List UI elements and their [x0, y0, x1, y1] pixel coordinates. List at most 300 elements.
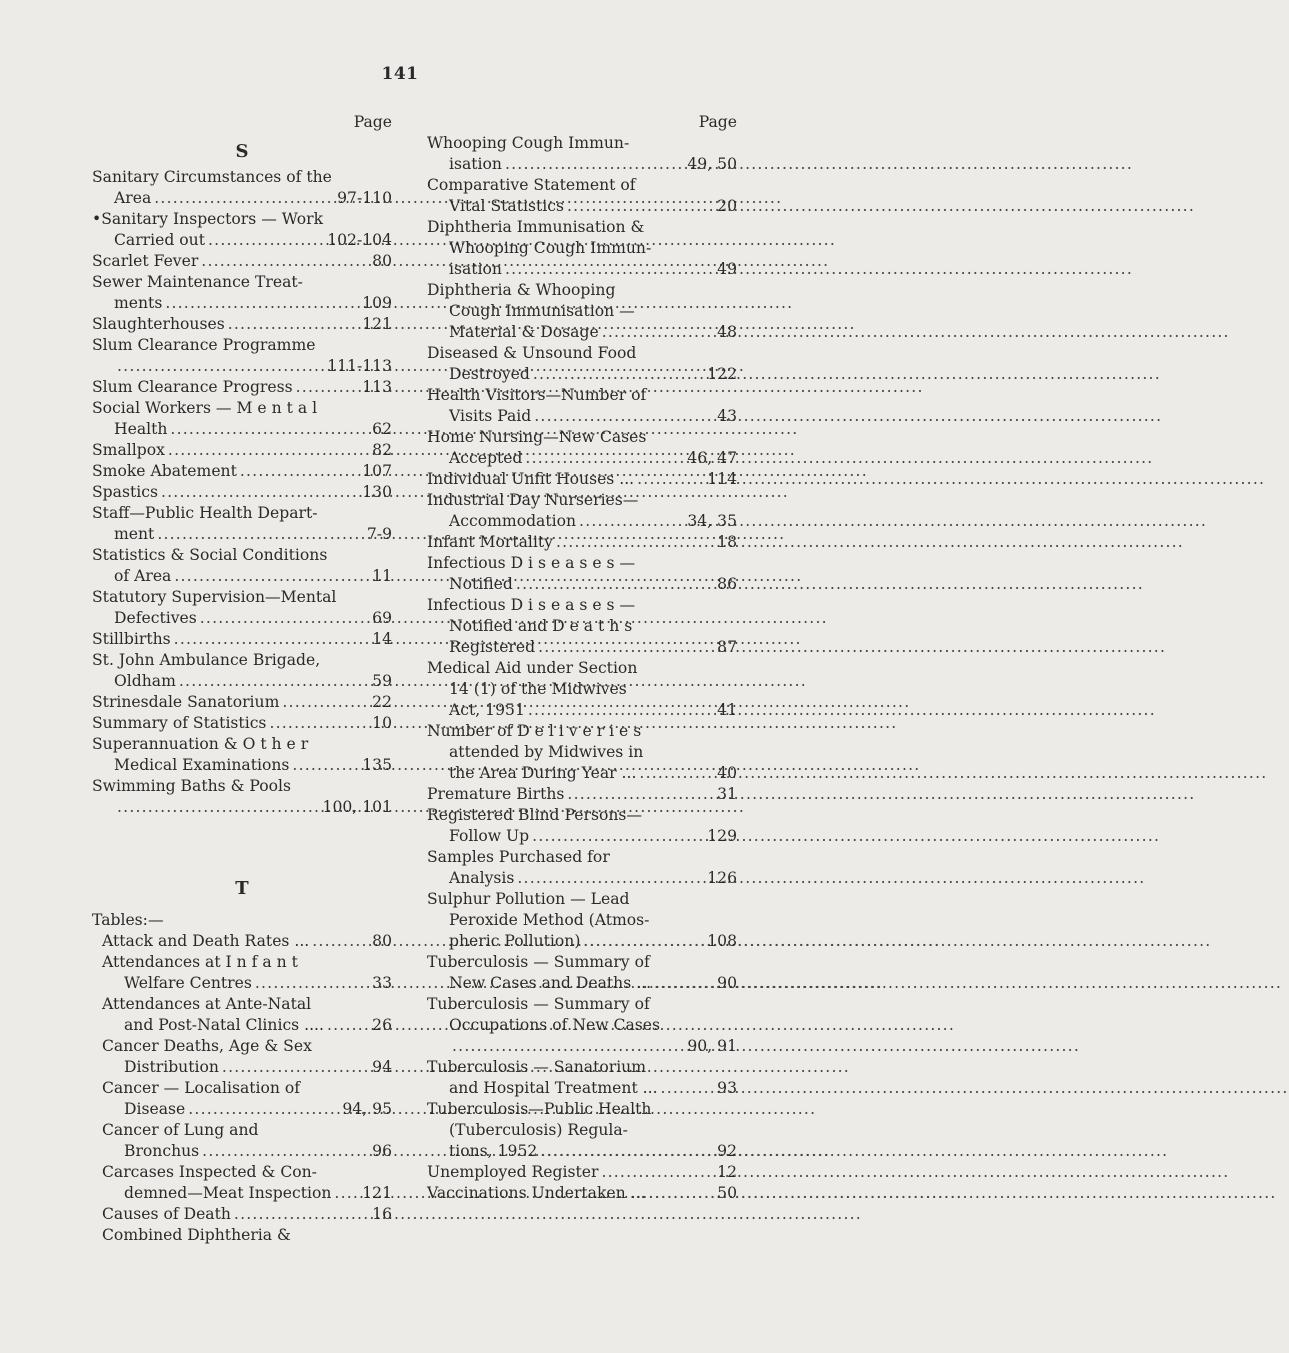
- entry-text: Carried out: [114, 231, 205, 249]
- entry-text: Slum Clearance Programme: [92, 336, 316, 354]
- entry-text: Smallpox: [92, 441, 165, 459]
- index-entry-line: [92, 797, 392, 818]
- index-entry: [427, 595, 737, 658]
- dot-leader: [639, 763, 714, 784]
- entry-text: Infectious D i s e a s e s —: [427, 596, 636, 614]
- entry-text: Health Visitors—Number of: [427, 386, 647, 404]
- dot-leader: [525, 448, 684, 469]
- index-entry-line: [427, 721, 737, 742]
- index-entry-line: [102, 1204, 392, 1225]
- index-entry-line: [427, 805, 737, 826]
- index-entry: [92, 272, 392, 314]
- entry-text: Attendances at I n f a n t: [102, 953, 298, 971]
- index-entry-line: [102, 952, 392, 973]
- dot-leader: [505, 259, 714, 280]
- index-entry-line: [427, 511, 737, 532]
- index-entry: [102, 952, 392, 994]
- entry-text: Home Nursing—New Cases: [427, 428, 647, 446]
- entry-page-ref: 43: [717, 407, 737, 425]
- index-entry-line: [92, 545, 392, 566]
- index-entry-line: [92, 293, 392, 314]
- entry-page-ref: 49: [717, 260, 737, 278]
- index-entry-line: [92, 356, 392, 377]
- entry-text: Infant Mortality: [427, 533, 553, 551]
- entry-text: Material & Dosage: [449, 323, 599, 341]
- entry-text: attended by Midwives in: [449, 743, 644, 761]
- entry-text: New Cases and Deaths ...: [449, 974, 652, 992]
- index-entry-line: [427, 1162, 737, 1183]
- entry-text: Cancer Deaths, Age & Sex: [102, 1037, 312, 1055]
- entry-text: Statutory Supervision—Mental: [92, 588, 337, 606]
- index-left-column: [92, 112, 392, 1246]
- entry-text: 14 (1) of the Midwives: [449, 680, 627, 698]
- dot-leader: [567, 196, 714, 217]
- index-entry-line: [92, 755, 392, 776]
- index-entry-line: [92, 377, 392, 398]
- dot-leader: [228, 314, 360, 335]
- index-entry-line: [92, 482, 392, 503]
- index-entry-line: [102, 1162, 392, 1183]
- entry-text: Registered Blind Persons—: [427, 806, 642, 824]
- index-entry-line: [92, 272, 392, 293]
- entry-text: Defectives: [114, 609, 197, 627]
- entry-text: ments: [114, 294, 163, 312]
- index-entry-line: [427, 952, 737, 973]
- entry-page-ref: 114: [707, 470, 737, 488]
- entry-text: pheric Pollution): [449, 932, 581, 950]
- index-entry-line: [102, 1057, 392, 1078]
- dot-leader: [567, 784, 714, 805]
- index-entry-line: [427, 427, 737, 448]
- entry-text: of Area: [114, 567, 172, 585]
- entry-text: Follow Up: [449, 827, 530, 845]
- index-entry-line: [427, 553, 737, 574]
- entry-text: Scarlet Fever: [92, 252, 199, 270]
- dot-leader: [649, 1183, 715, 1204]
- index-entry-line: [92, 713, 392, 734]
- page-column-header: Page: [353, 113, 392, 131]
- page-number: 141: [381, 64, 419, 84]
- entry-page-ref: 12: [717, 1163, 737, 1181]
- index-entry: [427, 343, 737, 385]
- index-entry: [427, 994, 737, 1057]
- dot-leader: [534, 406, 714, 427]
- entry-page-ref: 22: [372, 693, 392, 711]
- entry-text: Cancer of Lung and: [102, 1121, 259, 1139]
- entry-text: Premature Births: [427, 785, 565, 803]
- index-entry-line: [102, 1183, 392, 1204]
- index-entry-line: [427, 1141, 737, 1162]
- index-entry-line: [102, 1225, 392, 1246]
- dot-leader: [517, 868, 704, 889]
- entry-text: Combined Diphtheria &: [102, 1226, 291, 1244]
- entry-text: Smoke Abatement: [92, 462, 237, 480]
- index-entry-line: [427, 1120, 737, 1141]
- section-subheading: Tables:—: [92, 911, 164, 929]
- dot-leader: [165, 293, 359, 314]
- index-entry-line: [427, 679, 737, 700]
- index-entry-line: [102, 1015, 392, 1036]
- entry-text: Infectious D i s e a s e s —: [427, 554, 636, 572]
- entry-page-ref: 100, 101: [322, 798, 392, 816]
- index-entry-line: [427, 385, 737, 406]
- entry-text: Distribution: [124, 1058, 219, 1076]
- entry-text: Vital Statistics: [449, 197, 564, 215]
- index-entry: [427, 952, 737, 994]
- dot-leader: [532, 826, 704, 847]
- entry-text: isation: [449, 155, 502, 173]
- entry-text: Industrial Day Nurseries—: [427, 491, 639, 509]
- dot-leader: [200, 608, 369, 629]
- entry-page-ref: 69: [372, 609, 392, 627]
- entry-text: Sewer Maintenance Treat-: [92, 273, 303, 291]
- index-entry-line: [427, 595, 737, 616]
- index-entry: [102, 1204, 392, 1225]
- dot-leader: [157, 524, 364, 545]
- index-entry-line: [427, 616, 737, 637]
- dot-leader: [296, 377, 360, 398]
- entry-page-ref: 80: [372, 932, 392, 950]
- entry-page-ref: 10: [372, 714, 392, 732]
- entry-page-ref: 40: [717, 764, 737, 782]
- index-entry-line: [92, 230, 392, 251]
- index-entry: [92, 503, 392, 545]
- index-entry: [427, 490, 737, 532]
- dot-leader: [452, 1036, 684, 1057]
- index-entry-line: [92, 629, 392, 650]
- index-entry-line: [102, 931, 392, 952]
- index-entry-line: [427, 259, 737, 280]
- index-entry: [102, 1120, 392, 1162]
- entry-page-ref: 14: [372, 630, 392, 648]
- index-entry: [102, 1078, 392, 1120]
- section-letter: S: [235, 141, 249, 162]
- entry-page-ref: 93: [717, 1079, 737, 1097]
- entry-text: demned—Meat Inspection: [124, 1184, 332, 1202]
- entry-page-ref: 90, 91: [687, 1037, 737, 1055]
- entry-text: Occupations of New Cases: [449, 1016, 660, 1034]
- index-entry-line: [427, 469, 737, 490]
- entry-text: Whooping Cough Immun-: [449, 239, 652, 257]
- entry-text: Spastics: [92, 483, 158, 501]
- entry-page-ref: 18: [717, 533, 737, 551]
- index-entry-line: [102, 1141, 392, 1162]
- dot-leader: [654, 973, 714, 994]
- entry-page-ref: 16: [372, 1205, 392, 1223]
- index-entry: [102, 1162, 392, 1204]
- index-entry-line: [92, 776, 392, 797]
- index-entry-line: [92, 692, 392, 713]
- dot-leader: [202, 1141, 369, 1162]
- entry-text: the Area During Year ...: [449, 764, 637, 782]
- index-entry: [427, 133, 737, 175]
- entry-text: Individual Unfit Houses ...: [427, 470, 635, 488]
- index-entry: [92, 209, 392, 251]
- entry-text: Accommodation: [449, 512, 577, 530]
- entry-text: tions, 1952: [449, 1142, 538, 1160]
- entry-text: Tuberculosis — Summary of: [427, 953, 650, 971]
- dot-leader: [269, 713, 369, 734]
- entry-text: Bronchus: [124, 1142, 200, 1160]
- entry-text: Tuberculosis — Sanatorium: [427, 1058, 647, 1076]
- dot-leader: [579, 511, 684, 532]
- entry-text: Sulphur Pollution — Lead: [427, 890, 630, 908]
- entry-page-ref: 109: [362, 294, 392, 312]
- dot-leader: [240, 461, 359, 482]
- entry-page-ref: 49, 50: [687, 155, 737, 173]
- dot-leader: [312, 931, 369, 952]
- index-entry: [92, 440, 392, 461]
- entry-text: Cough Immunisation —: [449, 302, 635, 320]
- entry-page-ref: 130: [362, 483, 392, 501]
- index-entry: [427, 805, 737, 847]
- index-entry-line: [427, 1015, 737, 1036]
- index-entry: [427, 1099, 737, 1162]
- entry-text: •Sanitary Inspectors — Work: [92, 210, 324, 228]
- index-entry: [427, 1162, 737, 1183]
- index-entry-line: [427, 343, 737, 364]
- index-entry-line: [427, 1078, 737, 1099]
- entry-page-ref: 62: [372, 420, 392, 438]
- entry-text: Superannuation & O t h e r: [92, 735, 309, 753]
- index-entry-line: [102, 1078, 392, 1099]
- index-entry-line: [427, 322, 737, 343]
- index-entry: [427, 1183, 737, 1204]
- index-entry: [427, 532, 737, 553]
- entry-text: Accepted: [449, 449, 523, 467]
- index-entry: [427, 847, 737, 889]
- entry-text: Social Workers — M e n t a l: [92, 399, 318, 417]
- entry-page-ref: 41: [717, 701, 737, 719]
- entry-text: Attack and Death Rates ...: [102, 932, 310, 950]
- index-entry-line: [92, 650, 392, 671]
- entry-page-ref: 34, 35: [687, 512, 737, 530]
- entry-page-ref: 96: [372, 1142, 392, 1160]
- entry-text: Samples Purchased for: [427, 848, 610, 866]
- dot-leader: [234, 1204, 369, 1225]
- index-entry-line: [92, 398, 392, 419]
- index-entry-line: [92, 188, 392, 209]
- dot-leader: [174, 566, 369, 587]
- index-entry: [427, 889, 737, 952]
- index-entry-line: [427, 847, 737, 868]
- page-column-header: Page: [698, 113, 737, 131]
- entry-text: Slum Clearance Progress: [92, 378, 293, 396]
- dot-leader: [540, 1141, 714, 1162]
- entry-page-ref: 94, 95: [342, 1100, 392, 1118]
- index-entry-line: [92, 734, 392, 755]
- entry-text: Peroxide Method (Atmos-: [449, 911, 650, 929]
- index-entry-line: [92, 251, 392, 272]
- dot-leader: [168, 440, 369, 461]
- index-entry-line: [427, 133, 737, 154]
- index-entry-line: [427, 658, 737, 679]
- index-entry-line: [92, 209, 392, 230]
- index-entry: [427, 1057, 737, 1099]
- index-entry-line: [427, 448, 737, 469]
- index-entry-line: [92, 440, 392, 461]
- entry-text: Cancer — Localisation of: [102, 1079, 301, 1097]
- entry-page-ref: 129: [707, 827, 737, 845]
- index-right-column: [427, 112, 737, 1204]
- entry-text: Registered: [449, 638, 536, 656]
- index-entry-line: [427, 994, 737, 1015]
- index-entry: [92, 377, 392, 398]
- entry-page-ref: 121: [362, 1184, 392, 1202]
- entry-text: Act, 1951: [449, 701, 525, 719]
- index-entry-line: [427, 490, 737, 511]
- index-entry-line: [427, 637, 737, 658]
- entry-page-ref: 11: [372, 567, 392, 585]
- dot-leader: [154, 188, 334, 209]
- entry-text: Analysis: [449, 869, 515, 887]
- entry-text: Medical Aid under Section: [427, 659, 638, 677]
- entry-page-ref: 92: [717, 1142, 737, 1160]
- index-entry: [92, 650, 392, 692]
- dot-leader: [188, 1099, 339, 1120]
- entry-text: isation: [449, 260, 502, 278]
- index-entry: [92, 167, 392, 209]
- entry-page-ref: 46, 47: [687, 449, 737, 467]
- entry-text: Diphtheria & Whooping: [427, 281, 616, 299]
- index-entry-line: [102, 1036, 392, 1057]
- dot-leader: [538, 637, 714, 658]
- dot-leader: [505, 154, 684, 175]
- index-entry-line: [427, 364, 737, 385]
- dot-leader: [327, 1015, 369, 1036]
- index-entry-line: [102, 994, 392, 1015]
- index-entry: [92, 587, 392, 629]
- index-entry-line: [92, 461, 392, 482]
- entry-page-ref: 20: [717, 197, 737, 215]
- entry-page-ref: 113: [362, 378, 392, 396]
- entry-text: Whooping Cough Immun-: [427, 134, 630, 152]
- index-entry-line: [427, 1183, 737, 1204]
- index-entry-line: [92, 566, 392, 587]
- entry-page-ref: 122: [707, 365, 737, 383]
- index-entry: [92, 713, 392, 734]
- index-entry-line: [427, 217, 737, 238]
- index-entry-line: [92, 503, 392, 524]
- index-entry: [92, 335, 392, 377]
- entry-text: and Post-Natal Clinics ....: [124, 1016, 324, 1034]
- entry-text: Disease: [124, 1100, 186, 1118]
- dot-leader: [528, 700, 714, 721]
- dot-leader: [255, 973, 369, 994]
- entry-text: St. John Ambulance Brigade,: [92, 651, 321, 669]
- entry-text: Stillbirths: [92, 630, 171, 648]
- entry-text: Oldham: [114, 672, 176, 690]
- entry-page-ref: 80: [372, 252, 392, 270]
- index-entry-line: [102, 1099, 392, 1120]
- dot-leader: [174, 629, 370, 650]
- entry-page-ref: 111-113: [327, 357, 392, 375]
- index-entry: [102, 1036, 392, 1078]
- index-entry-line: [92, 335, 392, 356]
- index-entry: [427, 469, 737, 490]
- index-entry: [92, 482, 392, 503]
- index-entry: [92, 776, 392, 818]
- index-entry: [427, 427, 737, 469]
- dot-leader: [602, 322, 714, 343]
- entry-text: Diphtheria Immunisation &: [427, 218, 645, 236]
- section-letter: T: [235, 878, 249, 899]
- index-entry-line: [102, 973, 392, 994]
- index-entry: [427, 658, 737, 721]
- entry-page-ref: 126: [707, 869, 737, 887]
- entry-text: (Tuberculosis) Regula-: [449, 1121, 628, 1139]
- entry-text: Statistics & Social Conditions: [92, 546, 328, 564]
- dot-leader: [334, 1183, 359, 1204]
- entry-text: Carcases Inspected & Con-: [102, 1163, 317, 1181]
- index-entry-line: [427, 973, 737, 994]
- entry-text: Area: [114, 189, 152, 207]
- entry-text: Tuberculosis — Summary of: [427, 995, 650, 1013]
- index-entry: [427, 175, 737, 217]
- entry-text: Notified: [449, 575, 513, 593]
- entry-page-ref: 97-110: [337, 189, 392, 207]
- entry-text: Vaccinations Undertaken ...: [427, 1184, 646, 1202]
- index-entry-line: [427, 196, 737, 217]
- index-entry: [427, 784, 737, 805]
- index-entry-line: [427, 301, 737, 322]
- dot-leader: [201, 251, 369, 272]
- entry-page-ref: 121: [362, 315, 392, 333]
- dot-leader: [170, 419, 369, 440]
- index-entry-line: [92, 608, 392, 629]
- entry-page-ref: 59: [372, 672, 392, 690]
- index-entry: [102, 1225, 392, 1246]
- entry-text: Summary of Statistics: [92, 714, 267, 732]
- index-entry: [427, 553, 737, 595]
- index-entry: [427, 280, 737, 343]
- entry-page-ref: 86: [717, 575, 737, 593]
- index-entry-line: [427, 868, 737, 889]
- index-entry-line: [92, 587, 392, 608]
- entry-page-ref: 90: [717, 974, 737, 992]
- dot-leader: [533, 364, 704, 385]
- index-entry: [92, 251, 392, 272]
- index-entry-line: [427, 910, 737, 931]
- index-entry: [102, 931, 392, 952]
- entry-text: Comparative Statement of: [427, 176, 636, 194]
- index-entry-line: [427, 784, 737, 805]
- dot-leader: [117, 797, 320, 818]
- entry-page-ref: 26: [372, 1016, 392, 1034]
- entry-page-ref: 94: [372, 1058, 392, 1076]
- index-entry: [92, 314, 392, 335]
- dot-leader: [601, 1162, 714, 1183]
- dot-leader: [282, 692, 369, 713]
- entry-text: ment: [114, 525, 155, 543]
- dot-leader: [661, 1078, 715, 1099]
- index-entry-line: [427, 1099, 737, 1120]
- entry-text: Health: [114, 420, 168, 438]
- dot-leader: [117, 356, 324, 377]
- entry-page-ref: 33: [372, 974, 392, 992]
- dot-leader: [556, 532, 714, 553]
- index-entry-line: [427, 154, 737, 175]
- dot-leader: [179, 671, 369, 692]
- dot-leader: [583, 931, 704, 952]
- dot-leader: [208, 230, 324, 251]
- entry-text: Unemployed Register: [427, 1163, 599, 1181]
- entry-page-ref: 48: [717, 323, 737, 341]
- entry-page-ref: 31: [717, 785, 737, 803]
- entry-text: Causes of Death: [102, 1205, 231, 1223]
- index-entry-line: [427, 889, 737, 910]
- dot-leader: [292, 755, 359, 776]
